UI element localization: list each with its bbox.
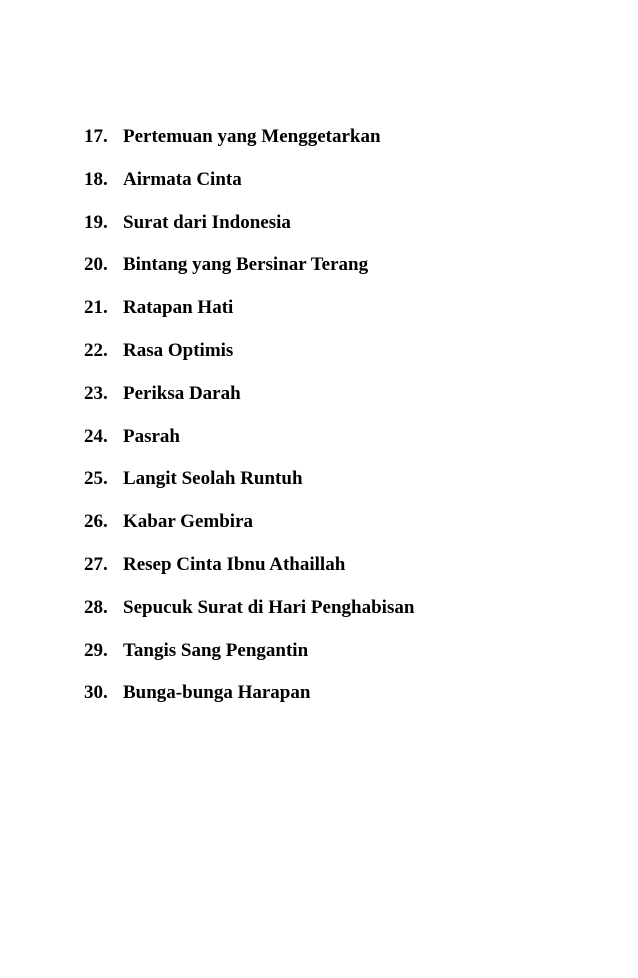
- toc-item-title: Ratapan Hati: [123, 297, 234, 319]
- toc-item-title: Bintang yang Bersinar Terang: [123, 254, 369, 276]
- toc-item: [84, 339, 414, 382]
- toc-item-title: Airmata Cinta: [123, 168, 242, 190]
- toc-item-number: 27.: [84, 553, 108, 575]
- toc-item: [84, 681, 414, 724]
- toc-item: [84, 211, 414, 254]
- toc-item-title: Bunga-bunga Harapan: [123, 682, 311, 704]
- toc-item-title: Langit Seolah Runtuh: [123, 468, 303, 490]
- toc-item-title: Rasa Optimis: [123, 339, 234, 361]
- toc-item-title: Kabar Gembira: [123, 511, 254, 533]
- toc-item: [84, 467, 414, 510]
- toc-item-title: Periksa Darah: [123, 382, 241, 404]
- toc-item-number: 21.: [84, 297, 108, 319]
- toc-item: [84, 425, 414, 468]
- toc-item: [84, 639, 414, 682]
- toc-item-number: 25.: [84, 468, 108, 490]
- toc-item: [84, 510, 414, 553]
- toc-item-number: 23.: [84, 382, 108, 404]
- toc-item: [84, 382, 414, 425]
- toc-item-number: 20.: [84, 254, 108, 276]
- toc-item-title: Resep Cinta Ibnu Athaillah: [123, 553, 346, 575]
- toc-item: [84, 596, 414, 639]
- toc-item-number: 28.: [84, 596, 108, 618]
- toc-item: [84, 253, 414, 296]
- table-of-contents: [84, 125, 414, 724]
- toc-item-number: 22.: [84, 339, 108, 361]
- toc-item: [84, 553, 414, 596]
- toc-item-title: Surat dari Indonesia: [123, 211, 291, 233]
- toc-item-title: Sepucuk Surat di Hari Penghabisan: [123, 596, 415, 618]
- toc-item-number: 18.: [84, 168, 108, 190]
- toc-item-number: 29.: [84, 639, 108, 661]
- toc-item-number: 19.: [84, 211, 108, 233]
- toc-item-number: 30.: [84, 682, 108, 704]
- toc-item-number: 26.: [84, 511, 108, 533]
- toc-item-title: Pasrah: [123, 425, 180, 447]
- toc-item: [84, 168, 414, 211]
- toc-item-title: Tangis Sang Pengantin: [123, 639, 309, 661]
- toc-item: [84, 125, 414, 168]
- toc-item-number: 24.: [84, 425, 108, 447]
- toc-item: [84, 296, 414, 339]
- toc-item-title: Pertemuan yang Menggetarkan: [123, 126, 381, 147]
- toc-item-number: 17.: [84, 126, 108, 147]
